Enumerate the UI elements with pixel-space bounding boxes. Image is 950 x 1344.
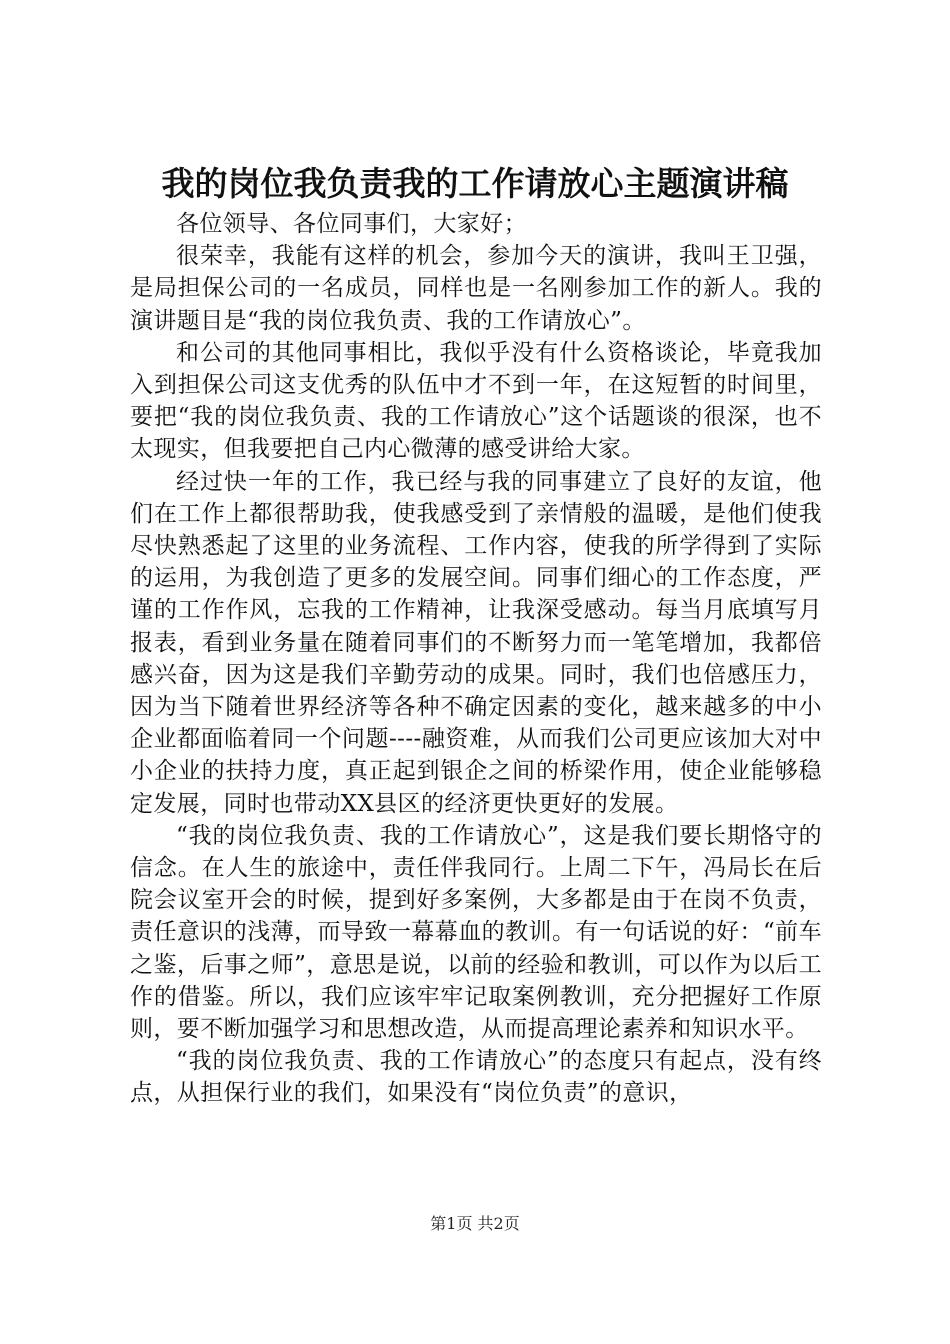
paragraph-work-experience: 经过快一年的工作，我已经与我的同事建立了良好的友谊，他们在工作上都很帮助我，使我感受到了亲情般的温暖，是他们使我尽快熟悉起了这里的业务流程、工作内容，使我的所学得到了实际的运用，为我创造了更多的发展空间。同事们细心的工作态度，严谨的工作作风，忘我的工作精神，让我深受感动。每当月底填写月报表，看到业务量在随着同事们的不断努力而一笔笔增加，我都倍感兴奋，因为这是我们辛勤劳动的成果。同时，我们也倍感压力，因为当下随着世界经济等各种不确定因素的变化，越来越多的中小企业都面临着同一个问题----融资难，从而我们公司更应该加大对中小企业的扶持力度，真正起到银企之间的桥梁作用，使企业能够稳定发展，同时也带动XX县区的经济更快更好的发展。 xyxy=(130,468,822,817)
paragraph-greeting: 各位领导、各位同事们，大家好； xyxy=(176,211,527,237)
document-title: 我的岗位我负责我的工作请放心主题演讲稿 xyxy=(161,164,789,203)
paragraph-introduction: 很荣幸，我能有这样的机会，参加今天的演讲，我叫王卫强，是局担保公司的一名成员，同样也是一名刚参加工作的新人。我的演讲题目是“我的岗位我负责、我的工作请放心”。 xyxy=(130,243,822,334)
paragraph-attitude: “我的岗位我负责、我的工作请放心”的态度只有起点，没有终点，从担保行业的我们，如果没有“岗位负责”的意识， xyxy=(130,1048,822,1107)
document-body xyxy=(130,208,822,1110)
page-number-footer: 第1页 共2页 xyxy=(430,1214,520,1233)
paragraph-responsibility: “我的岗位我负责、我的工作请放心”，这是我们要长期恪守的信念。在人生的旅途中，责任伴我同行。上周二下午，冯局长在后院会议室开会的时候，提到好多案例，大多都是由于在岗不负责，责任意识的浅薄，而导致一幕幕血的教训。有一句话说的好：“前车之鉴，后事之师”，意思是说，以前的经验和教训，可以作为以后工作的借鉴。所以，我们应该牢牢记取案例教训，充分把握好工作原则，要不断加强学习和思想改造，从而提高理论素养和知识水平。 xyxy=(130,822,822,1043)
paragraph-comparison: 和公司的其他同事相比，我似乎没有什么资格谈论，毕竟我加入到担保公司这支优秀的队伍中才不到一年，在这短暂的时间里，要把“我的岗位我负责、我的工作请放心”这个话题谈的很深，也不太现实，但我要把自己内心微薄的感受讲给大家。 xyxy=(130,339,822,463)
